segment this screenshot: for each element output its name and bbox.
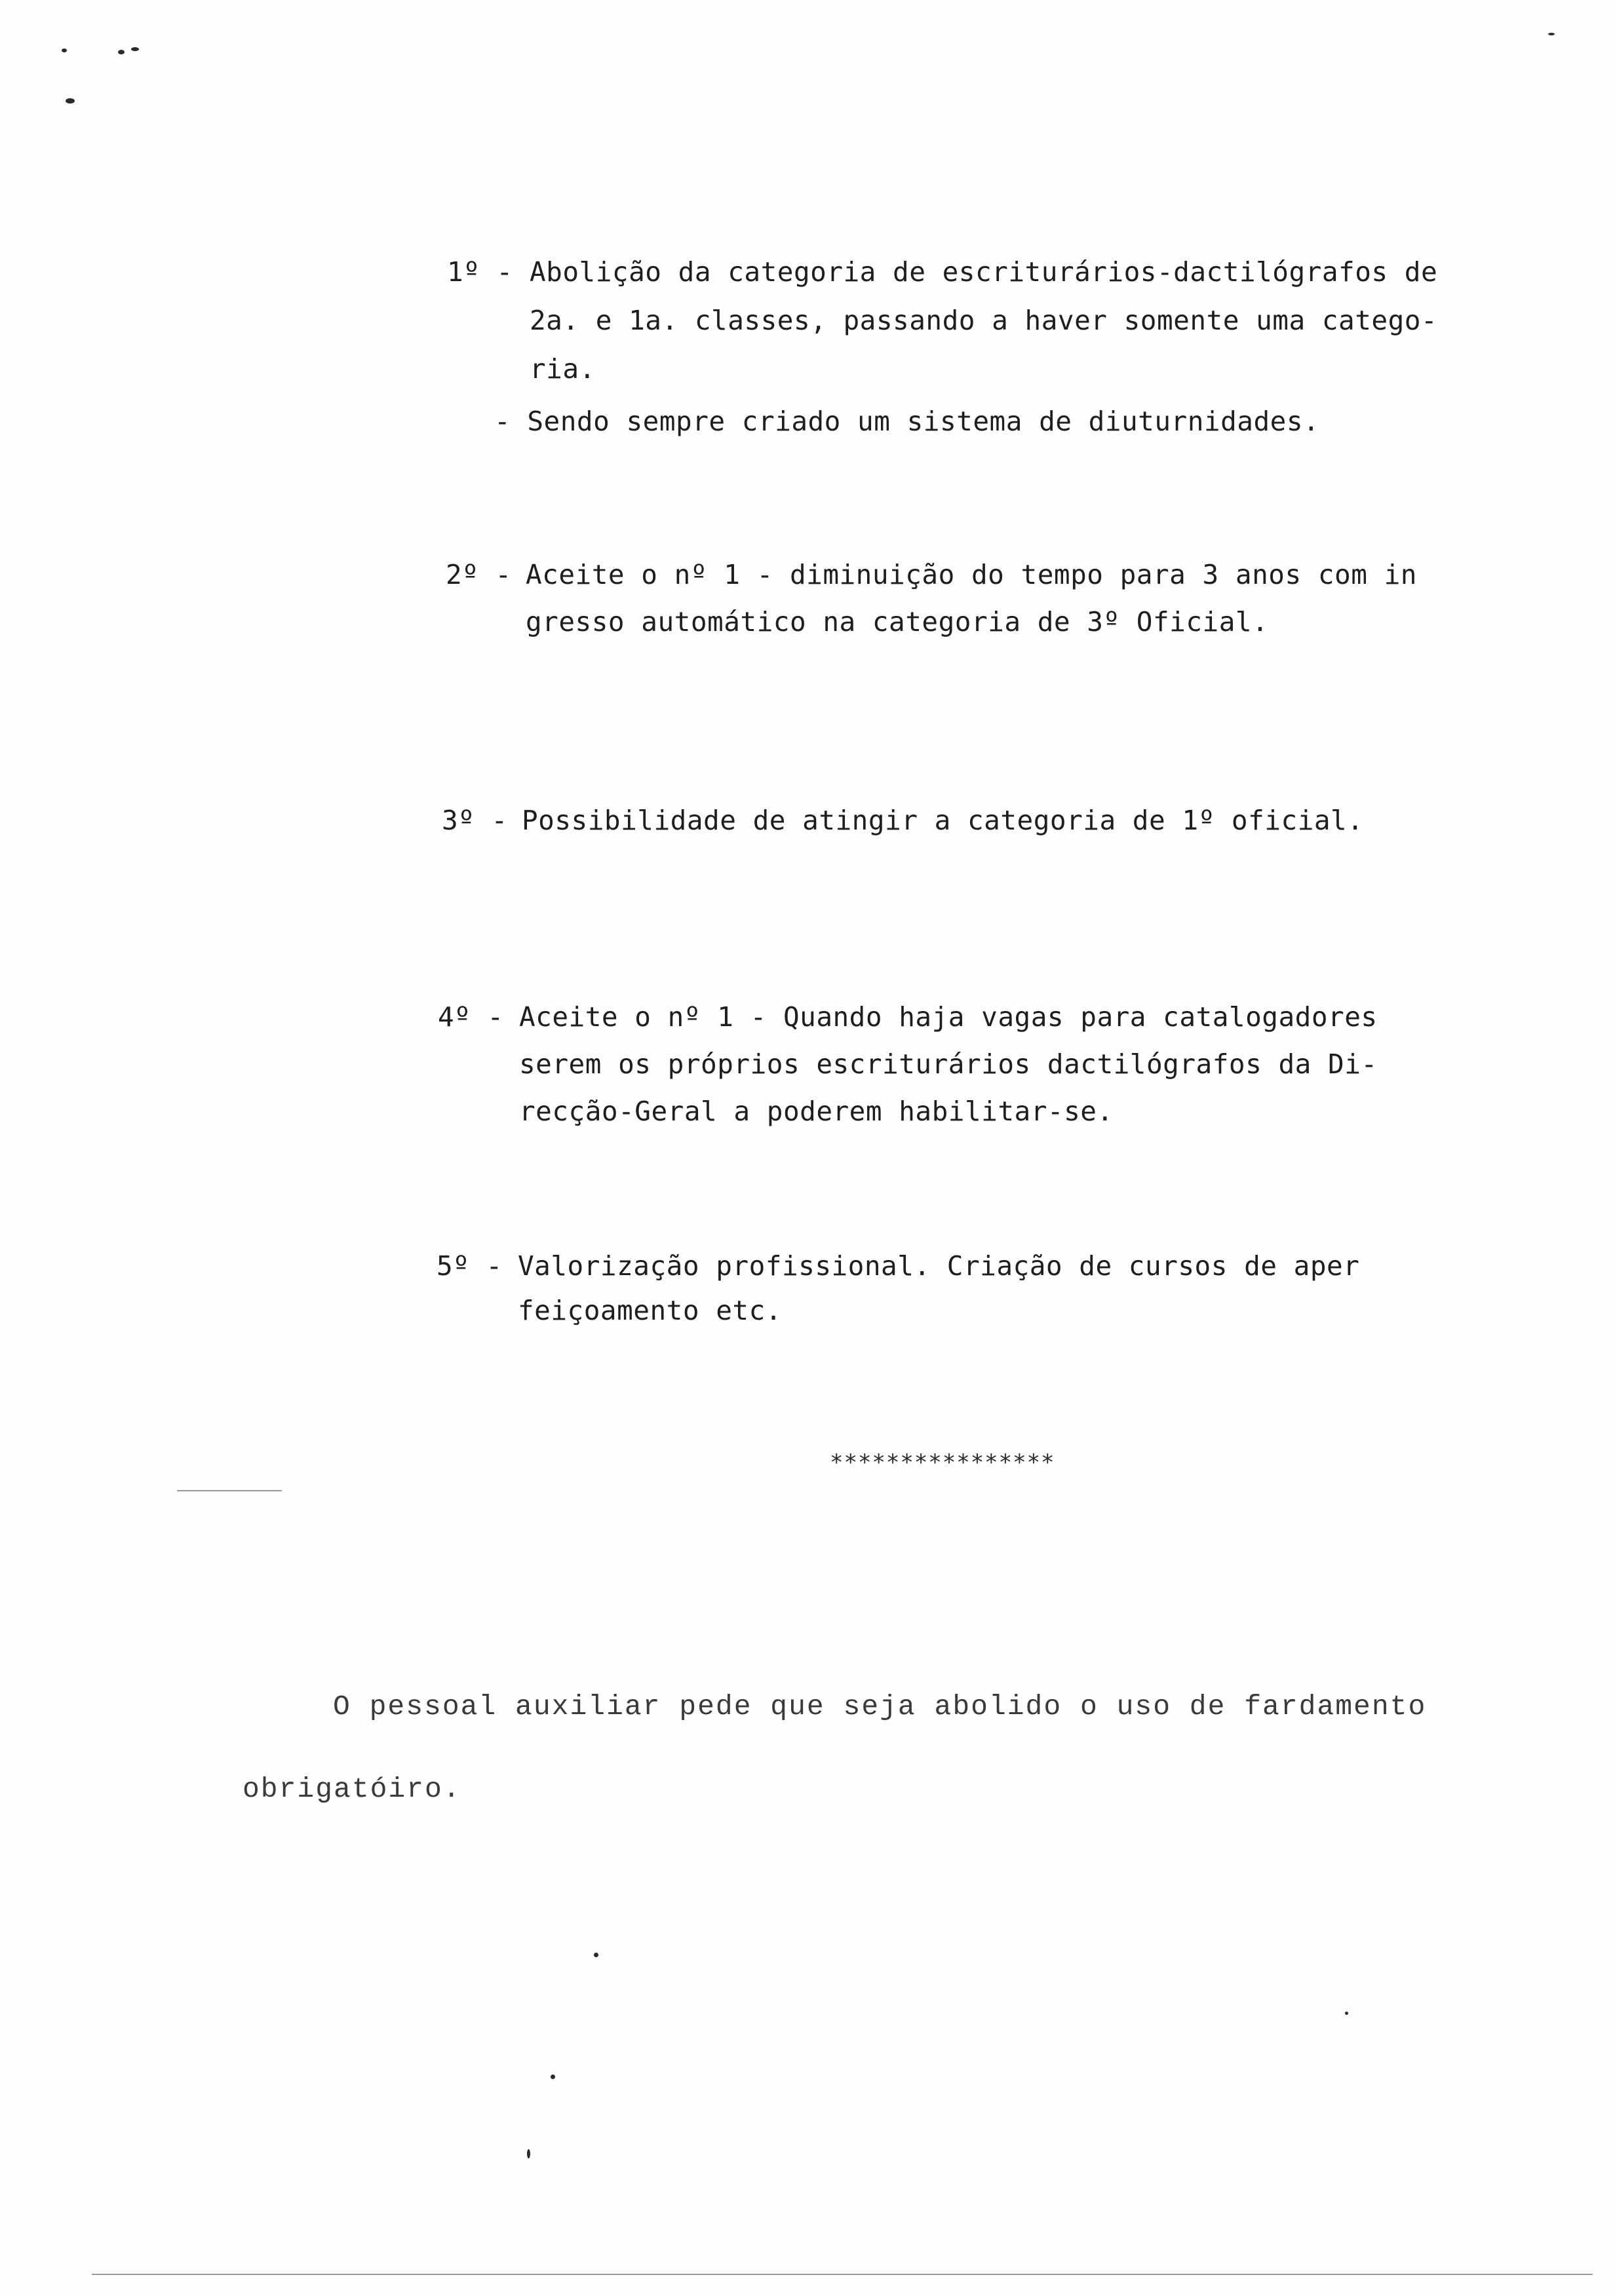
- item-number: 1º -: [447, 256, 513, 288]
- scan-speck: [131, 47, 139, 51]
- scan-edge-line: [92, 2274, 1593, 2275]
- item-line: Possibilidade de atingir a categoria de 1º oficial.: [522, 805, 1364, 836]
- closing-paragraph-line-1: O pessoal auxiliar pede que seja abolido o uso de fardamento: [333, 1691, 1427, 1723]
- scan-speck: [118, 50, 125, 54]
- list-item-5: [437, 1242, 1360, 1484]
- item-line: feiçoamento etc.: [518, 1295, 782, 1326]
- item-line: Valorização profissional. Criação de cursos de aper: [518, 1250, 1360, 1282]
- item-line: Aceite o nº 1 - Quando haja vagas para catalogadores: [519, 1001, 1378, 1033]
- item-line: Aceite o nº 1 - diminuição do tempo para 3 anos com in: [526, 559, 1417, 590]
- scan-speck: [1345, 2012, 1348, 2015]
- item-number: 2º -: [446, 559, 512, 590]
- scan-edge-line: [177, 1490, 282, 1491]
- item-line: gresso automático na categoria de 3º Oficial.: [526, 606, 1269, 638]
- item-line: ria.: [530, 353, 596, 385]
- scan-speck: [594, 1953, 598, 1957]
- item-line: serem os próprios escriturários dactilógrafos da Di-: [519, 1048, 1378, 1080]
- item-number: 5º -: [437, 1250, 503, 1282]
- item-number: 3º -: [442, 805, 508, 836]
- closing-paragraph-line-2: obrigatóiro.: [243, 1773, 461, 1805]
- item-line: recção-Geral a poderem habilitar-se.: [519, 1096, 1114, 1127]
- scan-speck: [1548, 33, 1555, 35]
- separator-asterisks: ****************: [830, 1449, 1055, 1476]
- item-sub-line: - Sendo sempre criado um sistema de diuturnidades.: [494, 406, 1320, 437]
- scan-speck: [66, 98, 75, 104]
- scan-speck: [527, 2149, 530, 2158]
- item-line: Abolição da categoria de escriturários-dactilógrafos de: [530, 256, 1438, 288]
- scan-speck: [62, 48, 67, 52]
- list-item-2: [446, 550, 1417, 793]
- scan-speck: [551, 2075, 555, 2079]
- list-item-3: [442, 796, 1364, 990]
- item-line: 2a. e 1a. classes, passando a haver somente uma catego-: [530, 305, 1438, 336]
- item-number: 4º -: [438, 1001, 504, 1033]
